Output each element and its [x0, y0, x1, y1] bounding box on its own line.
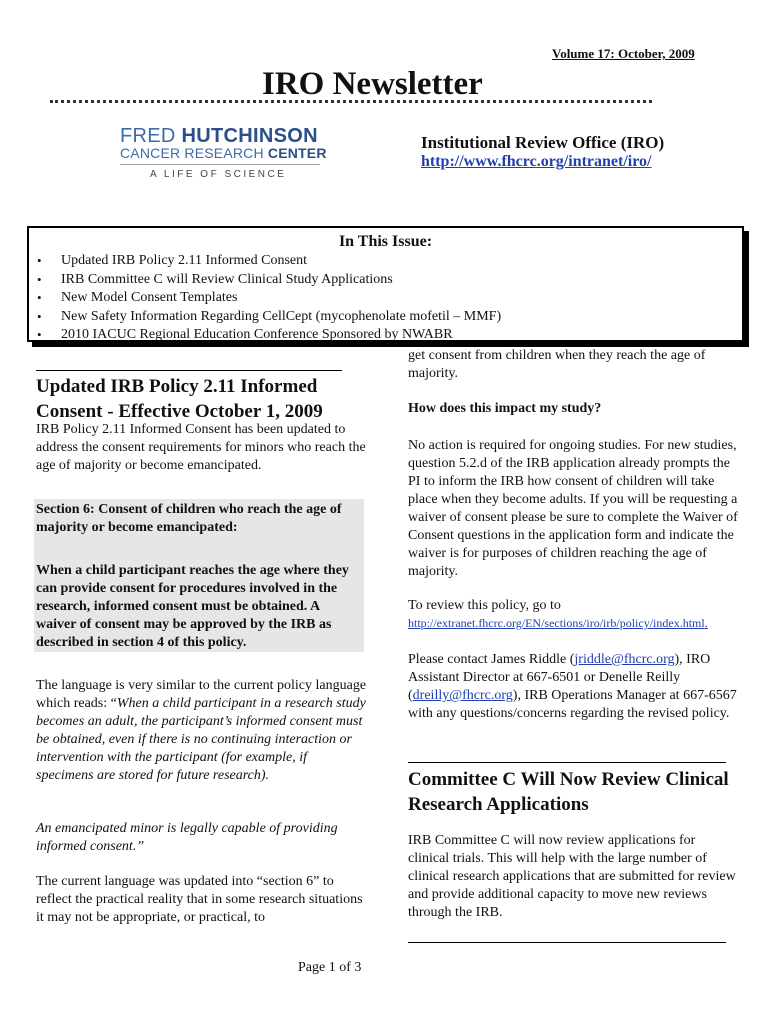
- contact-text-a: Please contact James Riddle (: [408, 652, 575, 667]
- issue-item: • New Safety Information Regarding CellCept (mycophenolate mofetil – MMF): [35, 308, 501, 327]
- current-language-paragraph: The current language was updated into “section 6” to reflect the practical reality that in some research situations it may not be appropriate, or practical, to: [36, 874, 363, 925]
- logo-line-1-a: FRED: [120, 125, 182, 147]
- office-url-link[interactable]: http://www.fhcrc.org/intranet/iro/: [421, 153, 652, 170]
- committee-c-heading: Committee C Will Now Review Clinical Research Applications: [408, 769, 729, 815]
- email-link-dreilly[interactable]: dreilly@fhcrc.org: [412, 688, 513, 703]
- language-quote: When a child participant in a research study becomes an adult, the participant’s informed consent must be obtained, even if there is no continuing interaction or intervention with the participant (for example, if specimens are stored for future research).: [36, 696, 366, 783]
- logo-line-1-b: HUTCHINSON: [181, 125, 318, 147]
- logo-line-1: [120, 126, 318, 146]
- office-name: Institutional Review Office (IRO): [421, 133, 665, 152]
- continued-paragraph: get consent from children when they reach the age of majority.: [408, 348, 706, 381]
- impact-subheading: How does this impact my study?: [408, 401, 602, 416]
- left-section-rule: [36, 370, 342, 371]
- contact-text-c: ), IRB Operations Manager at 667-6567 with any questions/concerns regarding the revised policy.: [408, 688, 737, 721]
- contact-text-b: ), IRO Assistant Director at 667-6501 or Denelle Reilly (: [408, 652, 711, 703]
- review-policy-paragraph: To review this policy, go to: [408, 598, 561, 613]
- in-this-issue-box: [27, 226, 744, 342]
- language-lead: The language is very similar to the current policy language which reads: “: [36, 678, 367, 711]
- fred-hutchinson-logo: [120, 125, 327, 186]
- in-this-issue-list: [35, 252, 501, 345]
- logo-tagline: A LIFE OF SCIENCE: [150, 169, 287, 180]
- committee-c-paragraph: IRB Committee C will now review applications for clinical trials. This will help with the large number of clinical research applications that are submitted for review and provide additional capacity to move new reviews through the IRB.: [408, 833, 736, 920]
- volume-label: Volume 17: October, 2009: [552, 46, 695, 61]
- issue-item: • IRB Committee C will Review Clinical Study Applications: [35, 271, 501, 290]
- emancipated-paragraph: An emancipated minor is legally capable of providing informed consent.”: [36, 821, 338, 854]
- page-number: Page 1 of 3: [298, 960, 362, 975]
- policy-heading: Updated IRB Policy 2.11 Informed Consent - Effective October 1, 2009: [36, 376, 323, 422]
- policy-intro: IRB Policy 2.11 Informed Consent has been updated to address the consent requirements for minors who reach the age of majority or become emancipated.: [36, 422, 366, 473]
- title-divider: [50, 100, 652, 103]
- right-section-rule: [408, 762, 726, 763]
- contact-paragraph: [408, 651, 738, 723]
- issue-item: • New Model Consent Templates: [35, 289, 501, 308]
- policy-link-period: .: [704, 616, 708, 630]
- impact-paragraph: No action is required for ongoing studies. For new studies, question 5.2.d of the IRB application already prompts the PI to inform the IRB how consent of children will take place when they become adults. If you will be requesting a waiver of consent please be sure to complete the Waiver of Consent questions in the application form and indicate the waiver is for purposes of children reaching the age of majority.: [408, 438, 738, 579]
- issue-item: • Updated IRB Policy 2.11 Informed Consent: [35, 252, 501, 271]
- logo-line-2: [120, 145, 327, 161]
- in-this-issue-title: In This Issue:: [338, 233, 433, 250]
- section-6-heading: Section 6: Consent of children who reach the age of majority or become emancipated:: [36, 502, 342, 535]
- email-link-jriddle[interactable]: jriddle@fhcrc.org: [574, 652, 675, 667]
- section-6-body: When a child participant reaches the age where they can provide consent for procedures involved in the research, informed consent must be obtained. A waiver of consent may be approved by the IRB as described in section 4 of this policy.: [36, 563, 349, 650]
- language-paragraph: [36, 677, 368, 785]
- policy-link[interactable]: http://extranet.fhcrc.org/EN/sections/iro/irb/policy/index.html: [408, 616, 705, 630]
- logo-line-2-a: CANCER RESEARCH: [120, 145, 268, 161]
- logo-rule: [120, 164, 320, 165]
- section-6-box: [34, 499, 364, 652]
- logo-line-2-b: CENTER: [267, 145, 327, 161]
- issue-item: • 2010 IACUC Regional Education Conference Sponsored by NWABR: [35, 326, 501, 345]
- right-bottom-rule: [408, 942, 726, 943]
- newsletter-title: IRO Newsletter: [262, 66, 483, 102]
- policy-link-line: [408, 616, 708, 631]
